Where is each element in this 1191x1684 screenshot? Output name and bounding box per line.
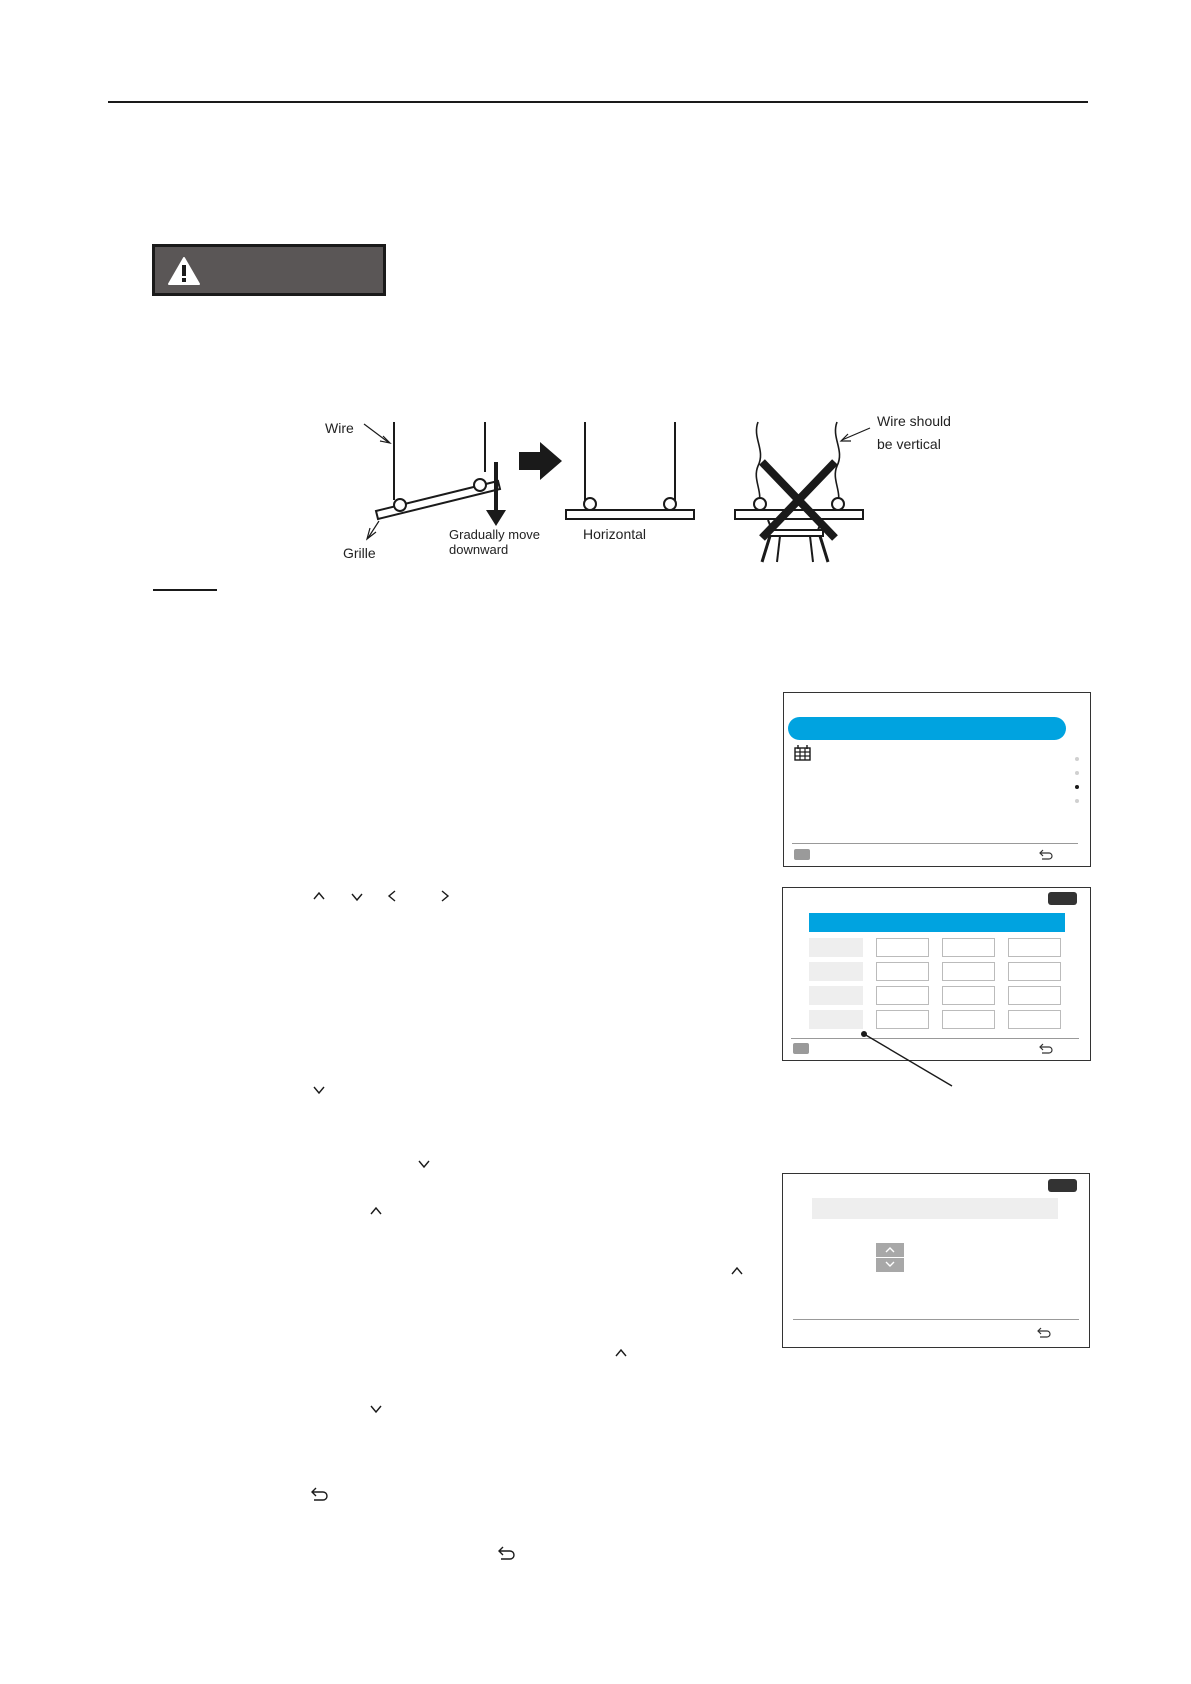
chevron-down-icon <box>369 1404 383 1414</box>
back-arrow-icon <box>497 1545 515 1561</box>
gradually-move-label: Gradually move <box>449 527 541 542</box>
grille-installation-figure <box>300 410 920 575</box>
grid-cell[interactable] <box>1008 1010 1061 1029</box>
setting-screen <box>782 1173 1090 1348</box>
downward-label: downward <box>449 542 509 557</box>
chevron-right-icon <box>440 889 450 903</box>
wire-label: Wire <box>325 420 354 436</box>
grid-cell[interactable] <box>876 986 929 1005</box>
header-pill <box>1048 1179 1077 1192</box>
title-bar <box>812 1198 1058 1219</box>
chevron-left-icon <box>387 889 397 903</box>
chevron-down-icon <box>312 1085 326 1095</box>
header-rule <box>108 101 1088 103</box>
chevron-down-icon[interactable] <box>884 1260 896 1268</box>
back-arrow-icon <box>310 1486 328 1502</box>
header-pill <box>1048 892 1077 905</box>
selected-row-bar[interactable] <box>809 913 1065 932</box>
grid-cell[interactable] <box>1008 986 1061 1005</box>
grid-cell[interactable] <box>942 1010 995 1029</box>
chevron-up-icon <box>369 1206 383 1216</box>
back-arrow-icon[interactable] <box>1037 1326 1051 1338</box>
chevron-down-icon <box>350 892 364 902</box>
tilted-grille-diagram <box>364 422 506 539</box>
note-underline <box>153 589 217 591</box>
grid-cell[interactable] <box>942 962 995 981</box>
grid-cell[interactable] <box>942 986 995 1005</box>
chevron-up-icon[interactable] <box>884 1246 896 1254</box>
schedule-grid-icon <box>794 745 812 761</box>
footer-divider <box>792 843 1078 844</box>
be-vertical-label: be vertical <box>877 436 941 452</box>
back-arrow-icon[interactable] <box>1039 1042 1053 1054</box>
warning-triangle-icon <box>167 256 201 286</box>
callout-leader-line <box>860 1030 960 1090</box>
chevron-up-icon <box>312 891 326 901</box>
horizontal-label: Horizontal <box>583 526 647 542</box>
chevron-up-icon <box>614 1348 628 1358</box>
chevron-up-icon <box>730 1266 744 1276</box>
menu-screen <box>783 692 1091 867</box>
grille-label: Grille <box>343 545 376 561</box>
footer-divider <box>793 1319 1079 1320</box>
grid-cell[interactable] <box>1008 938 1061 957</box>
grid-cell[interactable] <box>876 938 929 957</box>
wire-should-label: Wire should <box>877 413 951 429</box>
grid-cell[interactable] <box>876 1010 929 1029</box>
grid-cell[interactable] <box>942 938 995 957</box>
value-stepper[interactable] <box>876 1243 904 1272</box>
menu-key[interactable] <box>794 849 810 860</box>
selected-menu-item[interactable] <box>788 717 1066 740</box>
grid-cell[interactable] <box>1008 962 1061 981</box>
caution-banner <box>152 244 386 296</box>
grid-cell[interactable] <box>876 962 929 981</box>
incorrect-method-diagram <box>735 422 870 562</box>
menu-key[interactable] <box>793 1043 809 1054</box>
horizontal-grille-diagram <box>566 422 694 519</box>
back-arrow-icon[interactable] <box>1039 848 1053 860</box>
arrow-right-icon <box>519 442 562 480</box>
chevron-down-icon <box>417 1159 431 1169</box>
